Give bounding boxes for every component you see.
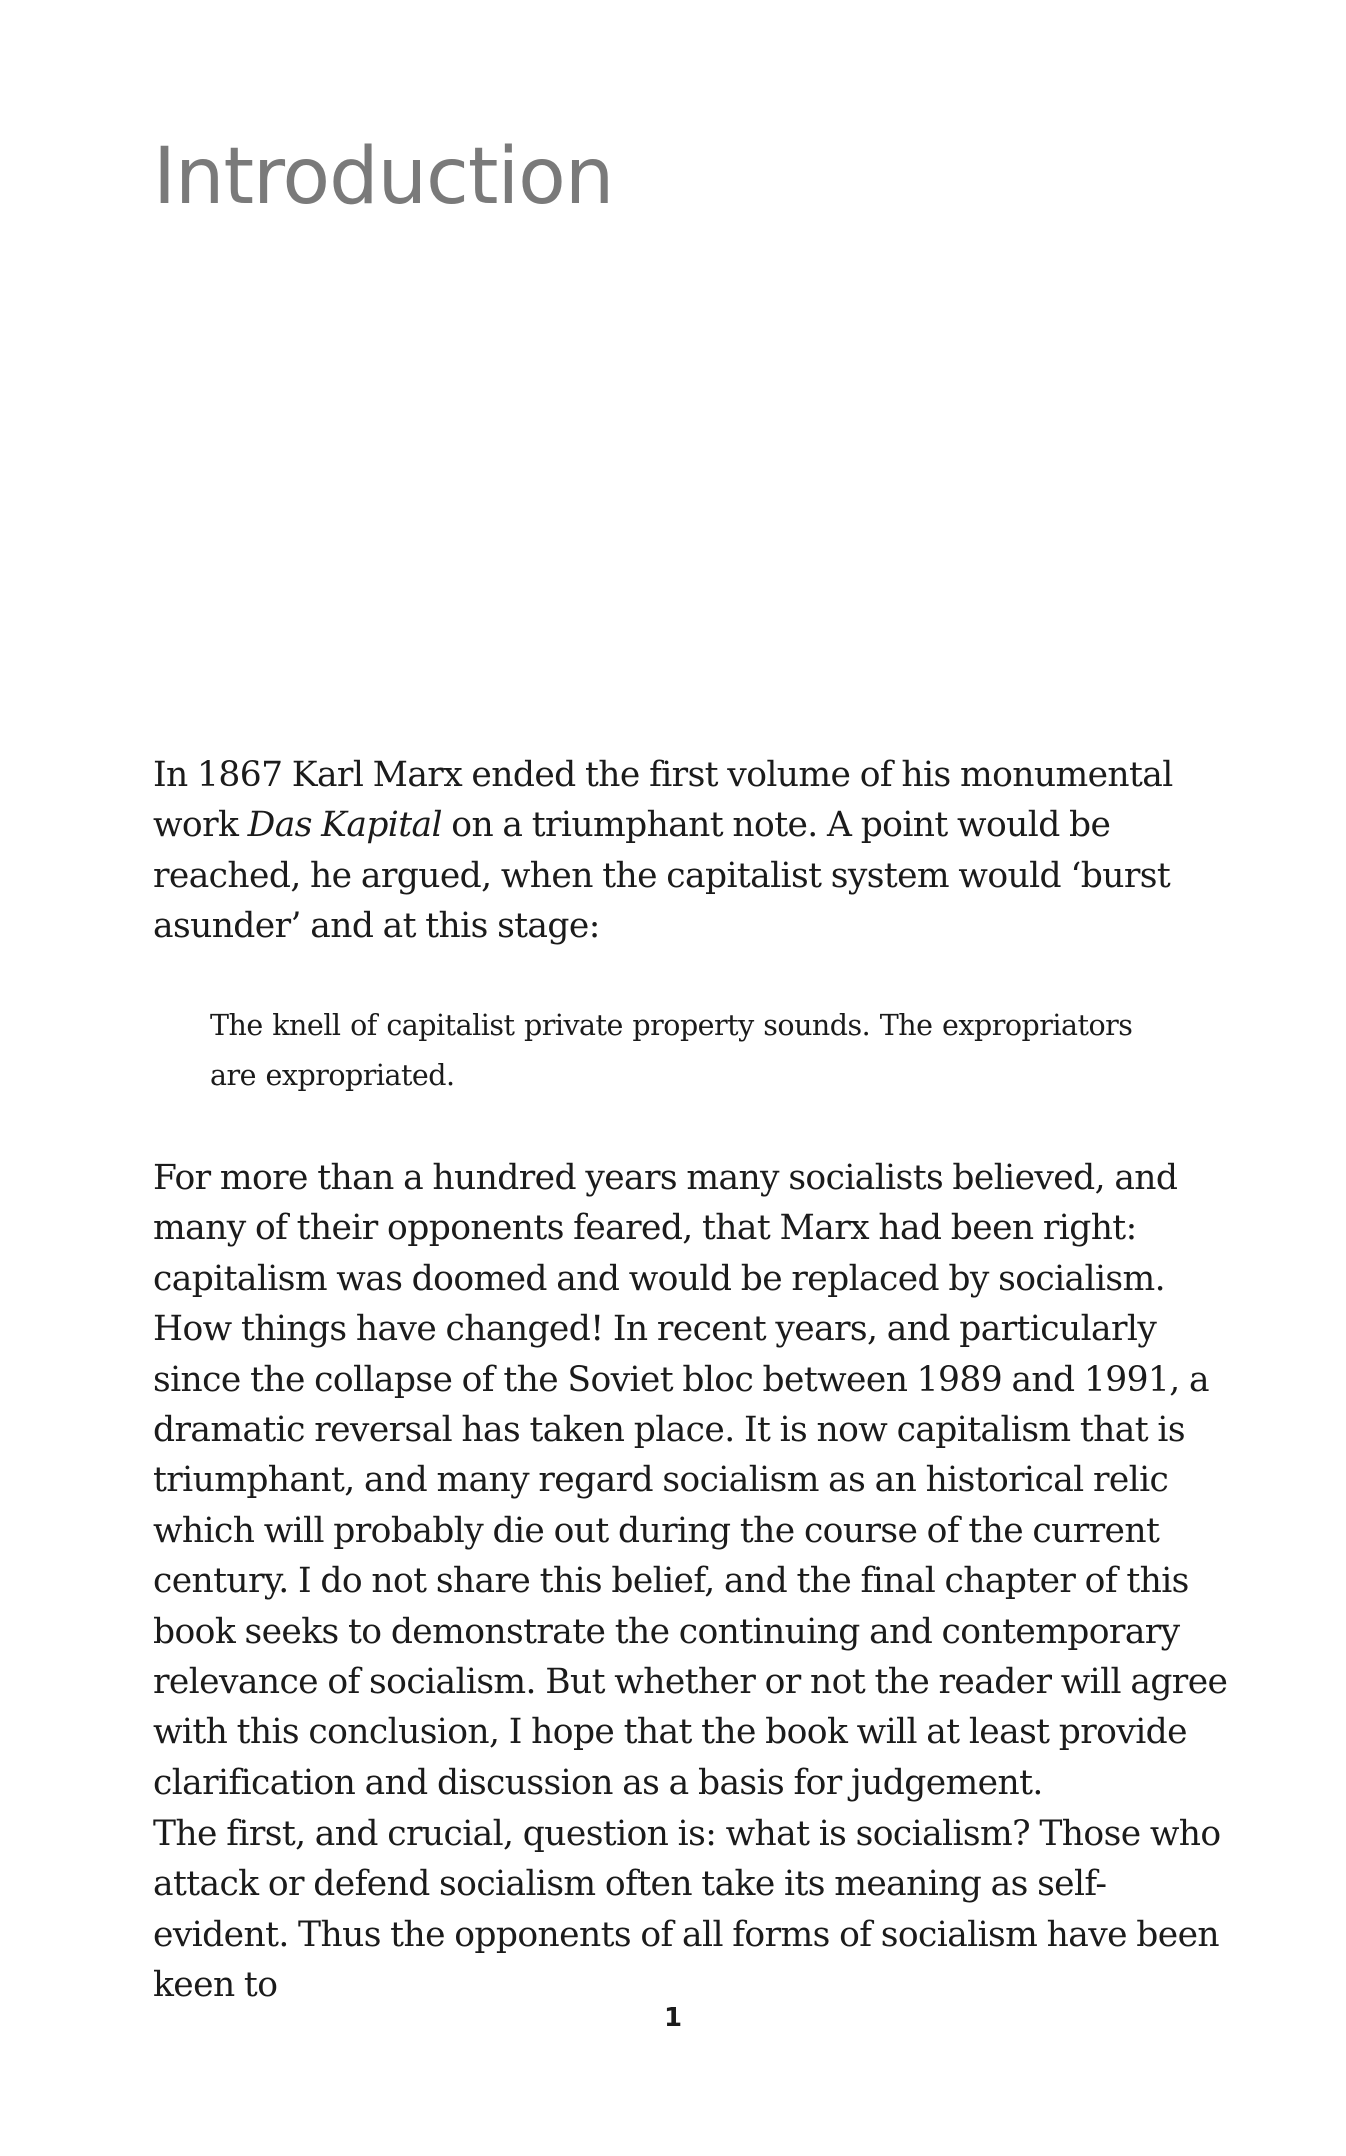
book-title-das-kapital: Das Kapital [247, 805, 442, 846]
page-number: 1 [663, 2003, 683, 2033]
paragraph-intro-rest: on a triumphant note. A point would be reached, he argued, when the capitalist system would ‘burst asunder’ and at this stage: [153, 805, 1171, 947]
paragraph-intro [153, 750, 1233, 952]
paragraph-question: The first, and crucial, question is: what is socialism? Those who attack or defend socialism often take its meaning as self-evident. Thus the opponents of all forms of socialism have been keen to [153, 1814, 1221, 2006]
block-quote: The knell of capitalist private property sounds. The expropriators are expropriated. [210, 1009, 1133, 1092]
paragraph-intro-lead: In 1867 Karl Marx ended the first volume of his monumental work [153, 755, 1173, 846]
paragraph-history: For more than a hundred years many socialists believed, and many of their opponents feared, that Marx had been right: capitalism was doomed and would be replaced by socialism. How things have changed! In recent years, and particularly since the collapse of the Soviet bloc between 1989 and 1991, a dramatic reversal has taken place. It is now capitalism that is triumphant, and many regard socialism as an historical relic which will probably die out during the course of the current century. I do not share this belief, and the final chapter of this book seeks to demonstrate the continuing and contemporary relevance of socialism. But whether or not the reader will agree with this conclusion, I hope that the book will at least provide clarification and discussion as a basis for judgement. [153, 1158, 1228, 1803]
chapter-title: Introduction [153, 132, 614, 222]
